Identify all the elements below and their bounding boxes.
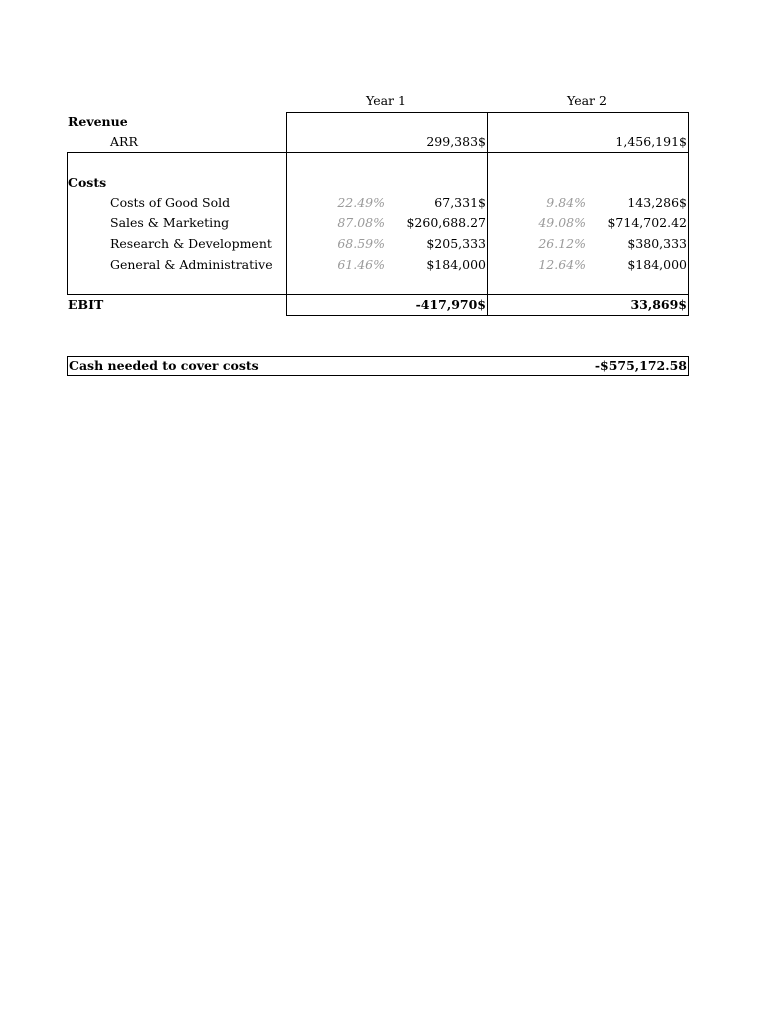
cost-pct-year2-cogs: 9.84% xyxy=(546,195,586,210)
costs-heading: Costs xyxy=(68,175,107,190)
cost-label-general-administrative: General & Administrative xyxy=(110,257,273,272)
column-header-year2: Year 2 xyxy=(567,93,607,108)
cost-value-year1-cogs: 67,331$ xyxy=(434,195,486,210)
cost-pct-year1-research-development: 68.59% xyxy=(337,236,385,251)
arr-year2-value: 1,456,191$ xyxy=(615,134,687,149)
ebit-year2-value: 33,869$ xyxy=(630,297,687,312)
arr-label: ARR xyxy=(110,134,138,149)
cost-pct-year2-research-development: 26.12% xyxy=(538,236,586,251)
revenue-heading: Revenue xyxy=(68,114,128,129)
cost-value-year1-general-administrative: $184,000 xyxy=(426,257,486,272)
cost-label-cogs: Costs of Good Sold xyxy=(110,195,231,210)
cash-needed-label: Cash needed to cover costs xyxy=(69,358,259,373)
cost-value-year1-sales-marketing: $260,688.27 xyxy=(406,215,486,230)
column-header-year1: Year 1 xyxy=(366,93,406,108)
cost-label-sales-marketing: Sales & Marketing xyxy=(110,215,230,230)
cost-pct-year2-general-administrative: 12.64% xyxy=(538,257,586,272)
cost-value-year2-sales-marketing: $714,702.42 xyxy=(607,215,687,230)
cost-value-year1-research-development: $205,333 xyxy=(426,236,486,251)
cost-value-year2-general-administrative: $184,000 xyxy=(627,257,687,272)
ebit-year1-value: -417,970$ xyxy=(415,297,486,312)
cost-pct-year1-general-administrative: 61.46% xyxy=(337,257,385,272)
cost-pct-year2-sales-marketing: 49.08% xyxy=(538,215,586,230)
cost-pct-year1-sales-marketing: 87.08% xyxy=(337,215,385,230)
cost-value-year2-research-development: $380,333 xyxy=(627,236,687,251)
cost-value-year2-cogs: 143,286$ xyxy=(627,195,687,210)
cash-needed-value: -$575,172.58 xyxy=(594,358,687,373)
cost-pct-year1-cogs: 22.49% xyxy=(337,195,385,210)
ebit-label: EBIT xyxy=(68,297,104,312)
arr-year1-value: 299,383$ xyxy=(426,134,486,149)
cost-label-research-development: Research & Development xyxy=(110,236,272,251)
